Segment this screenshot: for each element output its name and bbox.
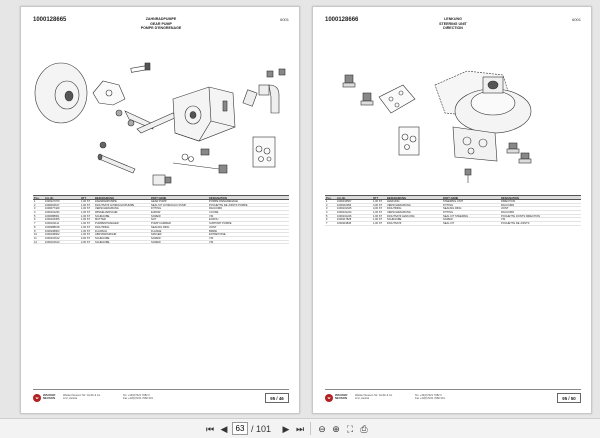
cell-designation: ENTRETOISE xyxy=(209,233,226,236)
cell-pos: 4 xyxy=(326,211,328,215)
cell-pos: 5 xyxy=(326,214,328,218)
cell-part-name: STEERING UNIT xyxy=(443,200,464,203)
brand-name xyxy=(335,394,347,401)
address-line-1: Wacker Neuson Str. Gmbh & Co xyxy=(63,394,101,397)
brand-logo: W xyxy=(33,394,41,402)
cell-art: 1000004617 xyxy=(45,203,60,207)
cell-art: 1000127373 xyxy=(45,200,60,203)
cell-qty: 4,00 ST xyxy=(373,203,383,207)
col-art: Art.-Nr. xyxy=(337,197,346,200)
company-contact xyxy=(123,394,193,401)
cell-pos: 8 xyxy=(34,225,36,229)
brand-name xyxy=(43,394,55,401)
page-right xyxy=(312,6,592,414)
cell-bezeichnung: ABSTANDSROHR xyxy=(95,233,117,236)
cell-designation: VIS xyxy=(209,236,214,240)
cell-qty: 1,00 ST xyxy=(81,214,91,218)
cell-bezeichnung: DICHTSATZ HYDRAULIKPUMPE xyxy=(95,203,135,207)
cell-qty: 1,00 ST xyxy=(81,229,91,233)
col-bezeichnung: BEZEICHNUNG xyxy=(387,197,407,199)
cell-designation: BRIDE xyxy=(209,229,217,233)
cell-qty: 1,00 ST xyxy=(81,211,91,215)
cell-pos: 11 xyxy=(34,236,37,240)
cell-qty: 1,00 ST xyxy=(373,218,383,222)
cell-part-name: FITTING xyxy=(443,211,454,214)
cell-pos: 1 xyxy=(34,200,36,203)
title-fr: POMPE D'ENGRENAGE xyxy=(140,26,182,31)
cell-art: 1000102365 xyxy=(45,218,60,222)
page-number-box: 95 / 46 xyxy=(265,393,289,403)
cell-designation: SUPPORT POMPE xyxy=(209,222,232,225)
contact-line-2: Fax +43(0)7221 7082 001 xyxy=(415,397,445,401)
cell-part-name: FLANGE xyxy=(151,229,162,233)
cell-pos: 2 xyxy=(34,203,36,207)
cell-part-name: SEALING RING xyxy=(151,225,170,229)
cell-bezeichnung: PUMPENTRAEGER xyxy=(95,222,119,225)
title-en: GEAR PUMP xyxy=(150,21,172,26)
cell-part-name: SEAL KIT STEERING xyxy=(443,214,469,218)
contact-line-1: Tel. +43(0)7221 7082 0 xyxy=(123,394,150,397)
cell-bezeichnung: DICHTSATZ LENKUNG xyxy=(387,214,415,218)
cell-qty: 2,00 ST xyxy=(81,236,91,240)
print-icon[interactable]: ⎙ xyxy=(360,424,368,434)
cell-bezeichnung: ZAHNRADPUMPE xyxy=(95,200,117,203)
cell-pos: 10 xyxy=(34,233,37,237)
cell-bezeichnung: MUTTER xyxy=(95,218,106,222)
cell-pos: 6 xyxy=(326,218,328,222)
cell-part-name: SEAL KIT HYDRAULIC PUMP xyxy=(151,203,187,207)
cell-art: 1000134507 xyxy=(337,200,352,203)
zoom-in-icon[interactable]: ⊕ xyxy=(332,424,340,434)
cell-art: 1000101645 xyxy=(337,207,352,211)
page-code: 6001 xyxy=(280,17,289,22)
table-body xyxy=(33,200,289,244)
next-page-icon[interactable]: ▶ xyxy=(282,424,290,434)
page-number-box: 95 / 50 xyxy=(557,393,581,403)
parts-table-right xyxy=(325,195,581,226)
cell-bezeichnung: VERSCHRAUBUNG xyxy=(387,211,411,214)
cell-designation: RACCORD xyxy=(209,207,223,211)
cell-part-name: GEAR PUMP xyxy=(151,200,167,203)
cell-bezeichnung: LENKUNG xyxy=(387,200,400,203)
cell-qty: 1,00 ST xyxy=(373,222,383,226)
cell-art: 1000088108 xyxy=(45,225,60,229)
table-row xyxy=(325,222,581,226)
cell-designation: POCHETTE JOINTS DIRECTION xyxy=(501,214,541,218)
col-pos: Pos. xyxy=(326,197,332,200)
cell-part-name: ELBOW xyxy=(151,211,161,214)
cell-part-name: PUMP CARRIER xyxy=(151,222,171,225)
cell-part-name: NUT xyxy=(151,218,157,222)
previous-page-icon[interactable]: ◀ xyxy=(220,424,228,434)
brand-line-2: NEUSON xyxy=(335,396,347,401)
cell-qty: 1,00 ST xyxy=(81,222,91,226)
cell-part-name: FITTING xyxy=(443,203,454,207)
zoom-out-icon[interactable]: ⊖ xyxy=(318,424,326,434)
cell-part-name: SCREW xyxy=(151,214,161,218)
cell-pos: 4 xyxy=(34,211,36,215)
address-line-1: Wacker Neuson Str. Gmbh & Co xyxy=(355,394,393,397)
cell-bezeichnung: WINKELVERSCHR. xyxy=(95,211,119,214)
page-titles xyxy=(33,17,289,31)
cell-designation: VIS xyxy=(209,214,214,218)
col-bezeichnung: BEZEICHNUNG xyxy=(95,197,115,199)
cell-qty: 1,00 ST xyxy=(81,225,91,229)
contact-line-2: Fax +43(0)7221 7082 001 xyxy=(123,397,153,401)
parts-table-left xyxy=(33,195,289,244)
col-designation: DESIGNATION xyxy=(209,197,227,199)
cell-art: 1000117825 xyxy=(337,218,352,222)
cell-designation: COUDE xyxy=(209,211,219,214)
title-de: LENKUNG xyxy=(444,17,462,21)
cell-qty: 1,00 ST xyxy=(81,203,91,207)
title-fr: DIRECTION xyxy=(443,26,463,31)
cell-pos: 3 xyxy=(34,207,36,211)
cell-qty: 1,00 ST xyxy=(373,214,383,218)
cell-pos: 1 xyxy=(326,200,328,203)
cell-bezeichnung: SCHRAUBE xyxy=(95,236,110,240)
cell-art: 1000108003 xyxy=(45,229,60,233)
cell-qty: 1,00 ST xyxy=(81,233,91,237)
cell-pos: 12 xyxy=(34,240,37,244)
page-footer xyxy=(33,389,289,407)
cell-designation: ECROU xyxy=(209,218,219,222)
steering-unit-exploded-drawing xyxy=(325,41,581,191)
cell-qty: 2,00 ST xyxy=(81,240,91,244)
cell-art: 1000110054 xyxy=(337,203,352,207)
cell-bezeichnung: SCHRAUBE xyxy=(95,214,110,218)
cell-pos: 9 xyxy=(34,229,36,233)
page-footer xyxy=(325,389,581,407)
cell-designation: JOINT xyxy=(209,225,217,229)
cell-pos: 6 xyxy=(34,218,36,222)
doc-id: 1000128665 xyxy=(33,17,67,23)
cell-bezeichnung: VERSCHRAUBUNG xyxy=(387,203,411,207)
cell-bezeichnung: VERSCHRAUBUNG xyxy=(95,207,119,211)
cell-art: 1000101612 xyxy=(45,236,60,240)
col-art: Art.-Nr. xyxy=(45,197,54,200)
brand-line-1: WACKER xyxy=(43,393,56,397)
cell-qty: 1,00 ST xyxy=(81,207,91,211)
cell-designation: RACCORD xyxy=(501,203,515,207)
cell-designation: JOINT xyxy=(501,207,509,211)
contact-line-1: Tel. +43(0)7221 7082 0 xyxy=(415,394,442,397)
cell-pos: 2 xyxy=(326,203,328,207)
doc-id: 1000128666 xyxy=(325,17,359,23)
cell-art: 1000119845 xyxy=(337,222,352,226)
cell-qty: 1,00 ST xyxy=(373,211,383,215)
cell-bezeichnung: DICHTRING xyxy=(95,225,110,229)
cell-designation: POCHETTE DE JOINTS POMPE xyxy=(209,203,248,207)
cell-art: 1000101613 xyxy=(45,240,60,244)
cell-bezeichnung: FLANSCH xyxy=(95,229,108,233)
page-code: 6001 xyxy=(572,17,581,22)
last-page-icon[interactable]: ⏭ xyxy=(295,424,305,434)
col-qty: QTY xyxy=(373,197,379,200)
address-line-2: Linz, Austria xyxy=(63,397,78,401)
cell-qty: 1,00 ST xyxy=(373,200,383,203)
cell-pos: 7 xyxy=(326,222,328,226)
cell-art: 1000104111 xyxy=(45,222,60,226)
cell-designation: POCHETTE DE JOINTS xyxy=(501,222,530,225)
cell-designation: DIRECTION xyxy=(501,200,516,203)
cell-designation: POMPE D'ENGRENAGE xyxy=(209,200,239,203)
company-address xyxy=(63,394,115,401)
cell-part-name: SPACER xyxy=(151,233,162,236)
page-total: / 101 xyxy=(251,424,272,434)
company-address xyxy=(355,394,407,401)
cell-art: 1000088001 xyxy=(45,214,60,218)
col-qty: QTY xyxy=(81,197,87,200)
cell-qty: 1,00 ST xyxy=(81,200,91,203)
brand-line-2: NEUSON xyxy=(43,396,55,401)
brand-line-1: WACKER xyxy=(335,393,348,397)
table-body xyxy=(325,200,581,226)
title-de: ZAHNRADPUMPE xyxy=(145,17,177,21)
col-pos: Pos. xyxy=(34,197,40,200)
cell-art: 1000101244 xyxy=(337,211,352,215)
cell-bezeichnung: DICHTSATZ xyxy=(387,222,402,225)
cell-pos: 5 xyxy=(34,214,36,218)
cell-art: 1000101234 xyxy=(45,211,60,215)
toolbar-separator xyxy=(310,422,311,435)
cell-qty: 4,00 ST xyxy=(373,207,383,211)
cell-part-name: SEALING RING xyxy=(443,207,462,211)
cell-bezeichnung: SCHRAUBE xyxy=(95,240,110,244)
cell-bezeichnung: DICHTRING xyxy=(387,207,402,211)
viewer-toolbar xyxy=(0,418,600,438)
cell-designation: VIS xyxy=(501,218,506,222)
gear-pump-exploded-drawing xyxy=(33,41,289,191)
cell-part-name: SCREW xyxy=(443,218,453,222)
cell-part-name: SCREW xyxy=(151,240,161,244)
first-page-icon[interactable]: ⏮ xyxy=(205,424,215,434)
cell-qty: 1,00 ST xyxy=(81,218,91,222)
cell-part-name: FITTING xyxy=(151,207,162,211)
cell-part-name: SEAL KIT xyxy=(443,222,455,225)
company-contact xyxy=(415,394,485,401)
cell-designation: VIS xyxy=(209,240,214,244)
address-line-2: Linz, Austria xyxy=(355,397,370,401)
table-row xyxy=(33,241,289,245)
title-en: STEERING UNIT xyxy=(439,21,467,26)
brand-logo: W xyxy=(325,394,333,402)
cell-part-name: SCREW xyxy=(151,236,161,240)
col-part-name: PART NAME xyxy=(151,197,167,199)
cell-bezeichnung: SCHRAUBE xyxy=(387,218,402,222)
cell-pos: 3 xyxy=(326,207,328,211)
cell-art: 1000101246 xyxy=(337,214,352,218)
cell-designation: RACCORD xyxy=(501,211,515,214)
cell-art: 1000077429 xyxy=(45,207,60,211)
page-left xyxy=(20,6,300,414)
col-designation: DESIGNATION xyxy=(501,197,519,199)
page-number-input[interactable] xyxy=(232,422,248,435)
fit-page-icon[interactable]: ⛶ xyxy=(346,424,354,434)
col-part-name: PART NAME xyxy=(443,197,459,199)
cell-art: 1000108002 xyxy=(45,233,60,237)
page-titles xyxy=(325,17,581,31)
cell-pos: 7 xyxy=(34,222,36,226)
